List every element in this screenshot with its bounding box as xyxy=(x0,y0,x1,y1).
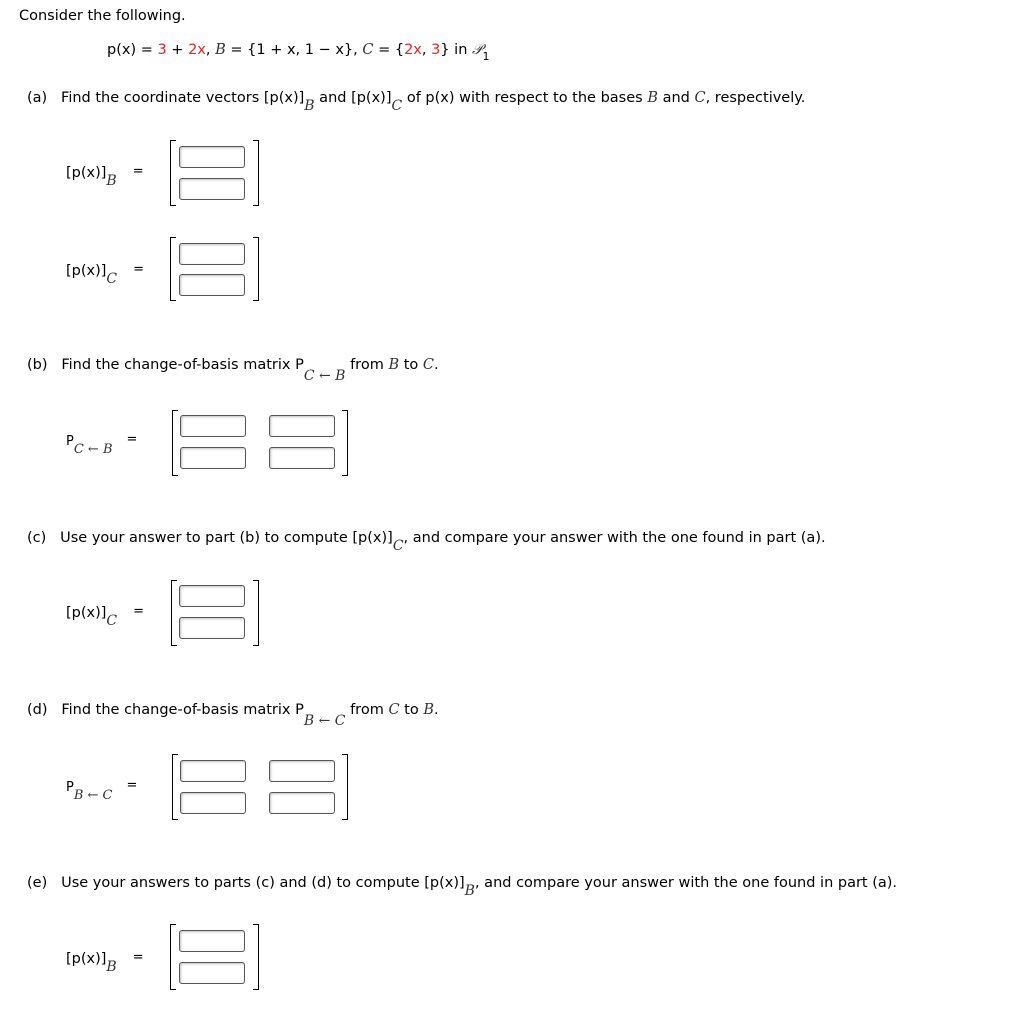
part-c-text: , and compare your answer with the one found in part (a). xyxy=(403,530,826,546)
part-a-text: Find the coordinate vectors [p(x)] xyxy=(61,90,305,106)
part-a-text: of p(x) with respect to the bases xyxy=(402,90,648,106)
given-equation xyxy=(107,42,490,63)
part-b-question xyxy=(27,357,439,384)
part-e-text: , and compare your answer with the one found in part (a). xyxy=(474,875,898,891)
basis-C-open: = { xyxy=(373,42,405,58)
lhs-P: P xyxy=(66,434,74,449)
part-b-text: Find the change-of-basis matrix P xyxy=(61,357,304,373)
answer-a-C-1[interactable] xyxy=(179,243,245,265)
left-bracket xyxy=(170,237,176,301)
right-bracket xyxy=(253,237,259,301)
part-a-text: , respectively. xyxy=(705,90,806,106)
part-c-lhs xyxy=(66,604,145,629)
part-e-lhs xyxy=(66,950,144,975)
answer-a-B-1[interactable] xyxy=(179,146,245,168)
polynomial-space-degree: 1 xyxy=(482,50,490,63)
basis-B-symbol: B xyxy=(215,42,226,58)
equals-sign: = xyxy=(126,432,138,447)
equals-sign: = xyxy=(133,262,145,277)
part-d-label: (d) xyxy=(27,702,48,718)
part-a-lhs-C xyxy=(66,262,145,287)
part-c-sub: C xyxy=(392,538,404,554)
answer-d-11[interactable] xyxy=(180,760,246,782)
basis-B-symbol: B xyxy=(388,357,400,373)
answer-b-21[interactable] xyxy=(180,447,246,469)
equals-sign: = xyxy=(132,950,144,965)
part-e-label: (e) xyxy=(27,875,48,891)
lhs-sub: C xyxy=(106,271,118,287)
part-d-sub: B ← C xyxy=(303,713,346,729)
answer-d-12[interactable] xyxy=(269,760,335,782)
lhs-sub: B ← C xyxy=(73,788,113,803)
intro-text: Consider the following. xyxy=(19,8,186,24)
part-e-text: Use your answers to parts (c) and (d) to compute [p(x)] xyxy=(61,875,465,891)
answer-a-C-2[interactable] xyxy=(179,274,245,296)
right-bracket xyxy=(253,924,259,990)
basis-C-close: } in xyxy=(440,42,473,58)
part-d-lhs xyxy=(66,778,138,803)
part-d-text: . xyxy=(433,702,439,718)
basis-C-element-1: 2x xyxy=(404,42,422,58)
polynomial-space-symbol: 𝒫 xyxy=(472,42,483,58)
part-a-label: (a) xyxy=(27,90,48,106)
part-b-text: from xyxy=(345,357,389,373)
answer-a-B-2[interactable] xyxy=(179,178,245,200)
answer-b-11[interactable] xyxy=(180,415,246,437)
answer-d-22[interactable] xyxy=(269,792,335,814)
part-d-question xyxy=(27,702,439,729)
plus-sign: + xyxy=(166,42,189,58)
part-d-text: to xyxy=(399,702,424,718)
lhs-sub: C xyxy=(106,613,118,629)
basis-C-symbol: C xyxy=(388,702,400,718)
part-c-text: Use your answer to part (b) to compute [p(x)] xyxy=(60,530,393,546)
left-bracket xyxy=(170,924,176,990)
comma: , xyxy=(205,42,216,58)
basis-C-element-2: 3 xyxy=(431,42,441,58)
part-a-sub-C: C xyxy=(391,98,403,114)
left-bracket xyxy=(172,410,178,476)
part-a-text: and [p(x)] xyxy=(314,90,392,106)
basis-B-symbol: B xyxy=(423,702,434,718)
lhs-P: P xyxy=(66,780,74,795)
right-bracket xyxy=(342,410,348,476)
left-bracket xyxy=(170,140,176,206)
p-constant: 3 xyxy=(157,42,167,58)
right-bracket xyxy=(253,140,259,206)
right-bracket xyxy=(253,580,259,646)
lhs-sub: B xyxy=(106,173,117,189)
part-b-lhs xyxy=(66,432,138,457)
answer-e-1[interactable] xyxy=(179,930,245,952)
p-linear-term: 2x xyxy=(188,42,206,58)
lhs-text: [p(x)] xyxy=(66,605,107,621)
basis-B-set: = {1 + x, 1 − x}, xyxy=(225,42,363,58)
part-b-text: to xyxy=(399,357,423,373)
part-a-lhs-B xyxy=(66,164,144,189)
part-d-text: from xyxy=(345,702,389,718)
answer-e-2[interactable] xyxy=(179,962,245,984)
right-bracket xyxy=(342,754,348,820)
p-prefix: p(x) = xyxy=(107,42,158,58)
part-c-question xyxy=(27,530,826,554)
part-a-question xyxy=(27,90,806,114)
part-a-text: and xyxy=(657,90,695,106)
part-c-label: (c) xyxy=(27,530,47,546)
part-b-label: (b) xyxy=(27,357,48,373)
part-e-question xyxy=(27,875,898,899)
lhs-sub: C ← B xyxy=(73,442,113,457)
left-bracket xyxy=(172,754,178,820)
basis-C-symbol: C xyxy=(362,42,374,58)
equals-sign: = xyxy=(133,604,145,619)
lhs-sub: B xyxy=(106,959,117,975)
basis-C-separator: , xyxy=(421,42,432,58)
part-e-sub: B xyxy=(464,883,475,899)
part-b-sub: C ← B xyxy=(303,368,346,384)
basis-C-symbol: C xyxy=(422,357,434,373)
answer-b-12[interactable] xyxy=(269,415,335,437)
basis-C-symbol: C xyxy=(694,90,706,106)
lhs-text: [p(x)] xyxy=(66,951,107,967)
equals-sign: = xyxy=(132,164,144,179)
lhs-text: [p(x)] xyxy=(66,263,107,279)
answer-c-1[interactable] xyxy=(179,585,245,607)
equals-sign: = xyxy=(126,778,138,793)
answer-c-2[interactable] xyxy=(179,617,245,639)
answer-d-21[interactable] xyxy=(180,792,246,814)
part-d-text: Find the change-of-basis matrix P xyxy=(61,702,304,718)
part-b-text: . xyxy=(433,357,439,373)
answer-b-22[interactable] xyxy=(269,447,335,469)
lhs-text: [p(x)] xyxy=(66,165,107,181)
basis-B-symbol: B xyxy=(647,90,658,106)
left-bracket xyxy=(171,580,177,646)
part-a-sub-B: B xyxy=(304,98,315,114)
